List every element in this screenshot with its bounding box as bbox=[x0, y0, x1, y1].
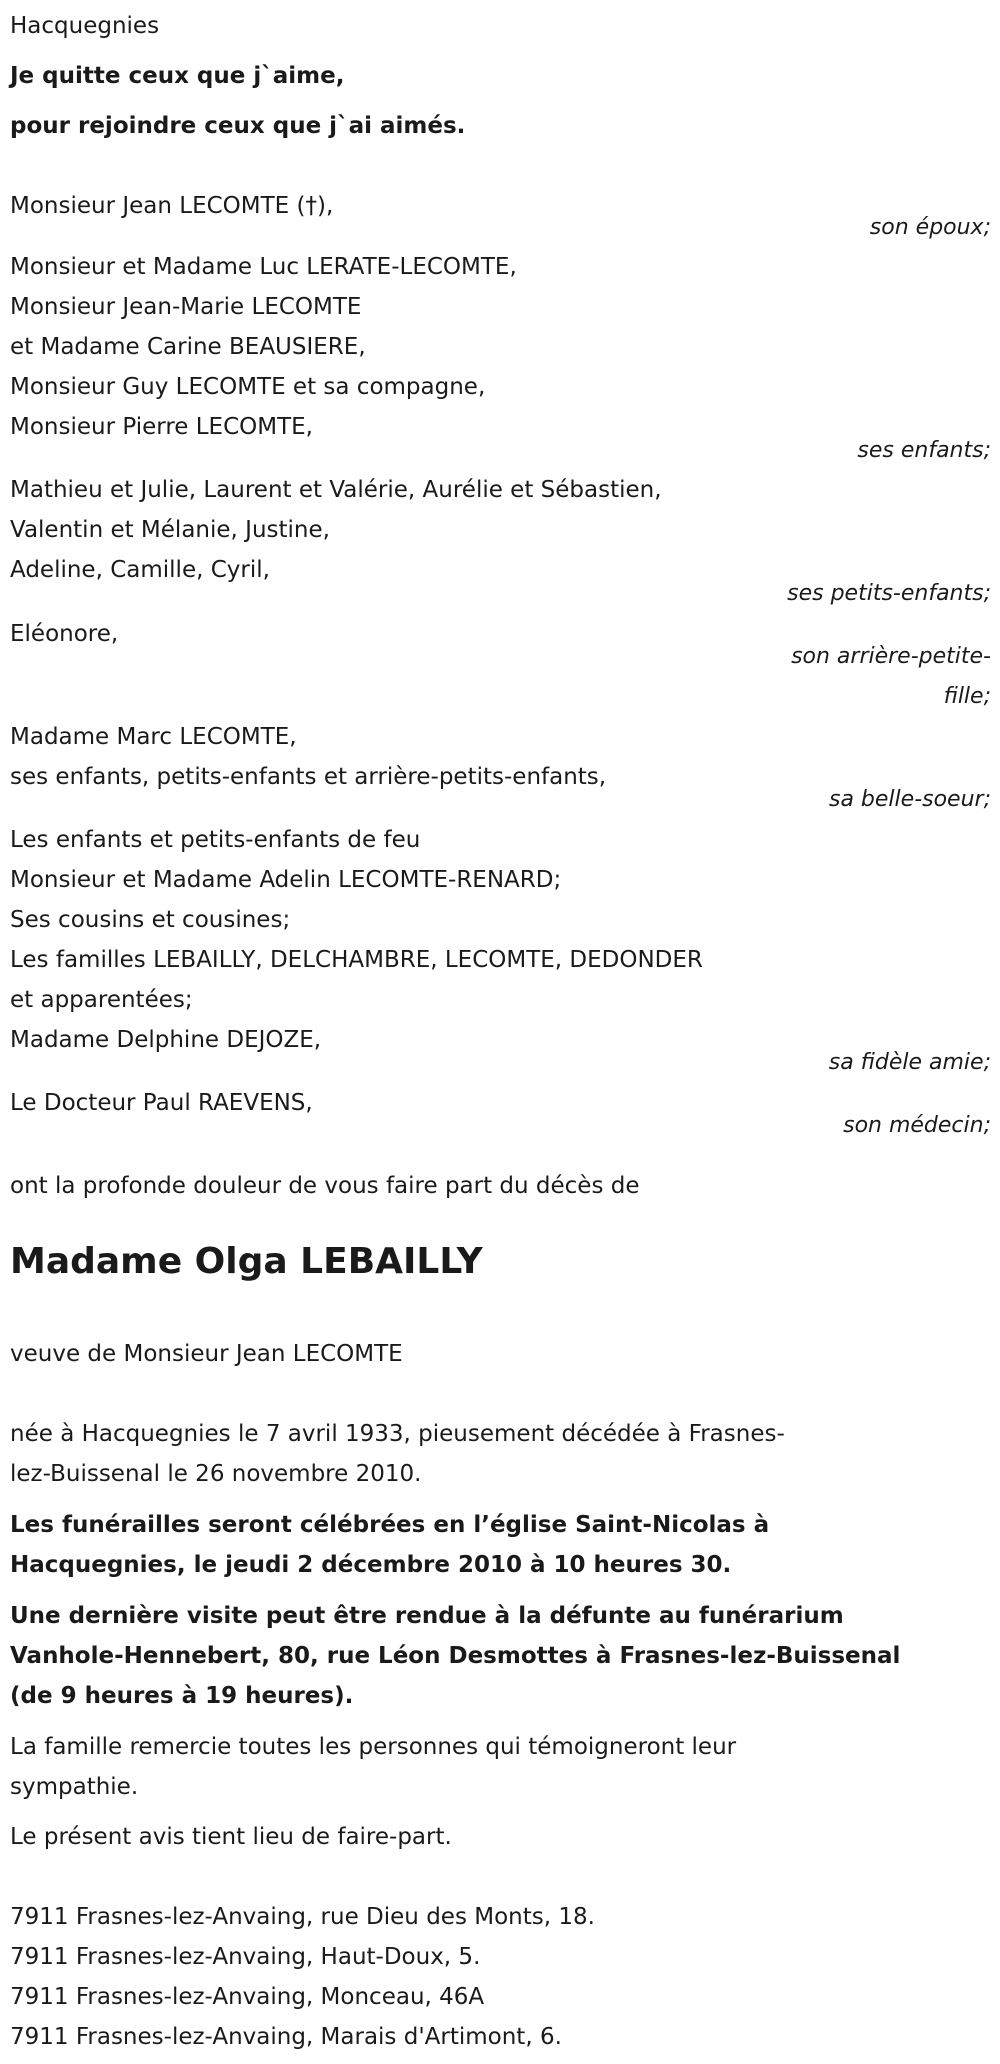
spouse-relation: son époux; bbox=[869, 215, 991, 240]
children-relation: ses enfants; bbox=[857, 438, 991, 463]
children-line: Monsieur Guy LECOMTE et sa compagne, bbox=[10, 374, 486, 400]
birth-death-line: lez-Buissenal le 26 novembre 2010. bbox=[10, 1461, 422, 1487]
spouse-name: Monsieur Jean LECOMTE (†), bbox=[10, 193, 334, 219]
quote-line-1: Je quitte ceux que j`aime, bbox=[10, 63, 345, 89]
friend-relation: sa fidèle amie; bbox=[828, 1050, 991, 1075]
grandchildren-relation: ses petits-enfants; bbox=[787, 581, 991, 606]
announcement-text: ont la profonde douleur de vous faire part du décès de bbox=[10, 1173, 640, 1199]
great-grandchild-relation: fille; bbox=[943, 684, 991, 709]
others-line: Ses cousins et cousines; bbox=[10, 907, 291, 933]
grandchildren-line: Valentin et Mélanie, Justine, bbox=[10, 517, 330, 543]
deceased-name: Madame Olga LEBAILLY bbox=[10, 1241, 483, 1282]
others-line: Les enfants et petits-enfants de feu bbox=[10, 827, 421, 853]
sister-in-law-line: ses enfants, petits-enfants et arrière-petits-enfants, bbox=[10, 764, 607, 790]
doctor-relation: son médecin; bbox=[843, 1113, 991, 1138]
others-line: et apparentées; bbox=[10, 987, 193, 1013]
address-line: 7911 Frasnes-lez-Anvaing, Marais d'Artimont, 6. bbox=[10, 2024, 562, 2050]
notice-text: Le présent avis tient lieu de faire-part. bbox=[10, 1824, 452, 1850]
sister-in-law-relation: sa belle-soeur; bbox=[829, 787, 991, 812]
visit-line: (de 9 heures à 19 heures). bbox=[10, 1683, 354, 1709]
quote-line-2: pour rejoindre ceux que j`ai aimés. bbox=[10, 113, 466, 139]
sister-in-law-line: Madame Marc LECOMTE, bbox=[10, 724, 297, 750]
great-grandchild-relation: son arrière-petite- bbox=[791, 644, 991, 669]
visit-line: Vanhole-Hennebert, 80, rue Léon Desmottes à Frasnes-lez-Buissenal bbox=[10, 1643, 901, 1669]
great-grandchild-name: Eléonore, bbox=[10, 621, 119, 647]
doctor-name: Le Docteur Paul RAEVENS, bbox=[10, 1090, 313, 1116]
birth-death-line: née à Hacquegnies le 7 avril 1933, pieusement décédée à Frasnes- bbox=[10, 1421, 785, 1447]
children-line: Monsieur et Madame Luc LERATE-LECOMTE, bbox=[10, 254, 517, 280]
others-line: Les familles LEBAILLY, DELCHAMBRE, LECOMTE, DEDONDER bbox=[10, 947, 703, 973]
children-line: Monsieur Pierre LECOMTE, bbox=[10, 414, 313, 440]
address-line: 7911 Frasnes-lez-Anvaing, Monceau, 46A bbox=[10, 1984, 485, 2010]
grandchildren-line: Mathieu et Julie, Laurent et Valérie, Aurélie et Sébastien, bbox=[10, 477, 662, 503]
funeral-line: Hacquegnies, le jeudi 2 décembre 2010 à 10 heures 30. bbox=[10, 1552, 732, 1578]
children-line: Monsieur Jean-Marie LECOMTE bbox=[10, 294, 362, 320]
children-line: et Madame Carine BEAUSIERE, bbox=[10, 334, 366, 360]
thanks-line: sympathie. bbox=[10, 1774, 139, 1800]
thanks-line: La famille remercie toutes les personnes qui témoigneront leur bbox=[10, 1734, 737, 1760]
funeral-line: Les funérailles seront célébrées en l’église Saint-Nicolas à bbox=[10, 1512, 770, 1538]
visit-line: Une dernière visite peut être rendue à la défunte au funérarium bbox=[10, 1603, 844, 1629]
address-line: 7911 Frasnes-lez-Anvaing, rue Dieu des Monts, 18. bbox=[10, 1904, 595, 1930]
grandchildren-line: Adeline, Camille, Cyril, bbox=[10, 557, 270, 583]
others-line: Monsieur et Madame Adelin LECOMTE-RENARD; bbox=[10, 867, 562, 893]
others-line: Madame Delphine DEJOZE, bbox=[10, 1027, 322, 1053]
widow-of-text: veuve de Monsieur Jean LECOMTE bbox=[10, 1341, 403, 1367]
place-name: Hacquegnies bbox=[10, 13, 160, 39]
address-line: 7911 Frasnes-lez-Anvaing, Haut-Doux, 5. bbox=[10, 1944, 481, 1970]
